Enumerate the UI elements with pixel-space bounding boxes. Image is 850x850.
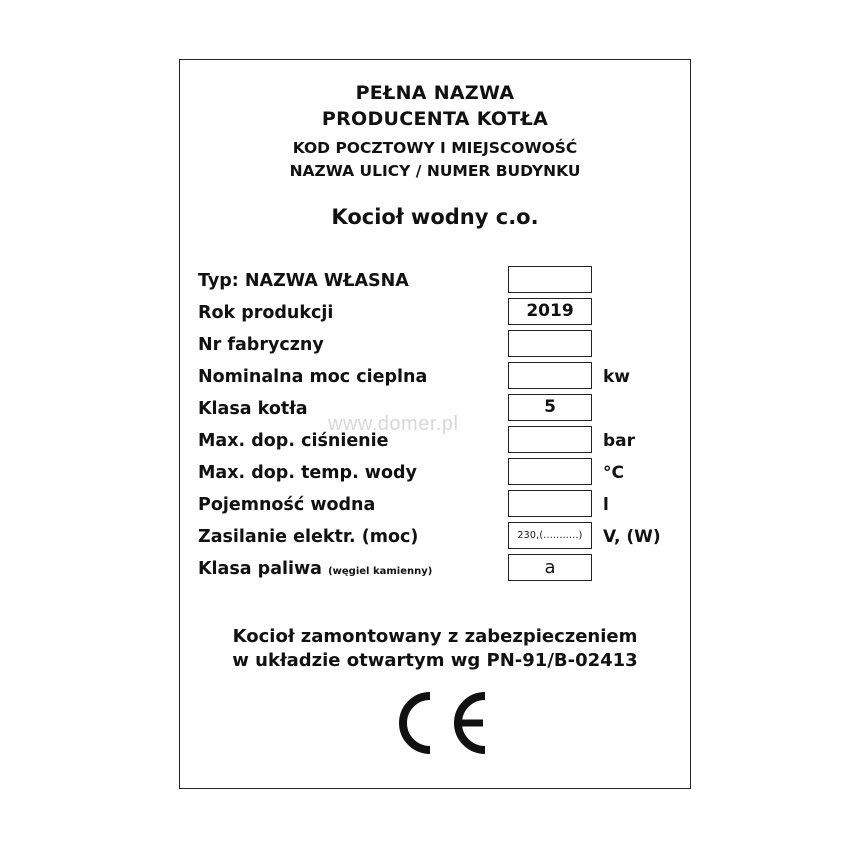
manufacturer-name [180, 80, 690, 132]
footer-line-1: Kocioł zamontowany z zabezpieczeniem [232, 626, 638, 647]
row-water-capacity [198, 490, 678, 522]
manufacturer-address [180, 137, 690, 183]
row-label: Max. dop. ciśnienie [198, 431, 389, 451]
row-label: Klasa paliwa [198, 559, 322, 579]
row-value-box: a [508, 554, 592, 581]
row-unit: kw [603, 367, 631, 387]
header-line-4: NAZWA ULICY / NUMER BUDYNKU [289, 162, 581, 180]
row-unit: V, (W) [603, 527, 661, 547]
row-unit: l [603, 495, 609, 515]
footer-line-2: w układzie otwartym wg PN-91/B-02413 [232, 650, 638, 671]
row-fuel-class [198, 554, 678, 586]
row-max-water-temp [198, 458, 678, 490]
row-label: Klasa kotła [198, 399, 308, 419]
row-value-box [508, 458, 592, 485]
row-value-box [508, 490, 592, 517]
row-value-box: 5 [508, 394, 592, 421]
row-nominal-power [198, 362, 678, 394]
watermark: www.domer.pl [328, 413, 459, 435]
row-unit: bar [603, 431, 636, 451]
row-label: Nr fabryczny [198, 335, 324, 355]
row-unit: °C [603, 463, 624, 483]
row-label: Pojemność wodna [198, 495, 376, 515]
installation-note [180, 625, 690, 673]
row-value-box [508, 266, 592, 293]
row-label-sub: (węgiel kamienny) [328, 566, 433, 577]
row-label: Max. dop. temp. wody [198, 463, 417, 483]
row-power-supply [198, 522, 678, 554]
ce-mark-icon [383, 688, 493, 758]
row-label: Nominalna moc cieplna [198, 367, 428, 387]
row-value-box: 230,(...........) [508, 522, 592, 549]
row-value-box [508, 426, 592, 453]
row-value-box: 2019 [508, 298, 592, 325]
row-serial-number [198, 330, 678, 362]
row-label: Rok produkcji [198, 303, 334, 323]
row-label: Zasilanie elektr. (moc) [198, 527, 419, 547]
row-value-box [508, 330, 592, 357]
header-line-2: PRODUCENTA KOTŁA [321, 108, 549, 130]
row-production-year [198, 298, 678, 330]
row-value-box [508, 362, 592, 389]
row-label: Typ: NAZWA WŁASNA [198, 271, 409, 291]
row-label-wrap [198, 559, 432, 579]
header-line-3: KOD POCZTOWY I MIEJSCOWOŚĆ [292, 139, 578, 157]
row-type [198, 266, 678, 298]
plate-title: Kocioł wodny c.o. [331, 205, 539, 229]
header-line-1: PEŁNA NAZWA [355, 82, 515, 104]
